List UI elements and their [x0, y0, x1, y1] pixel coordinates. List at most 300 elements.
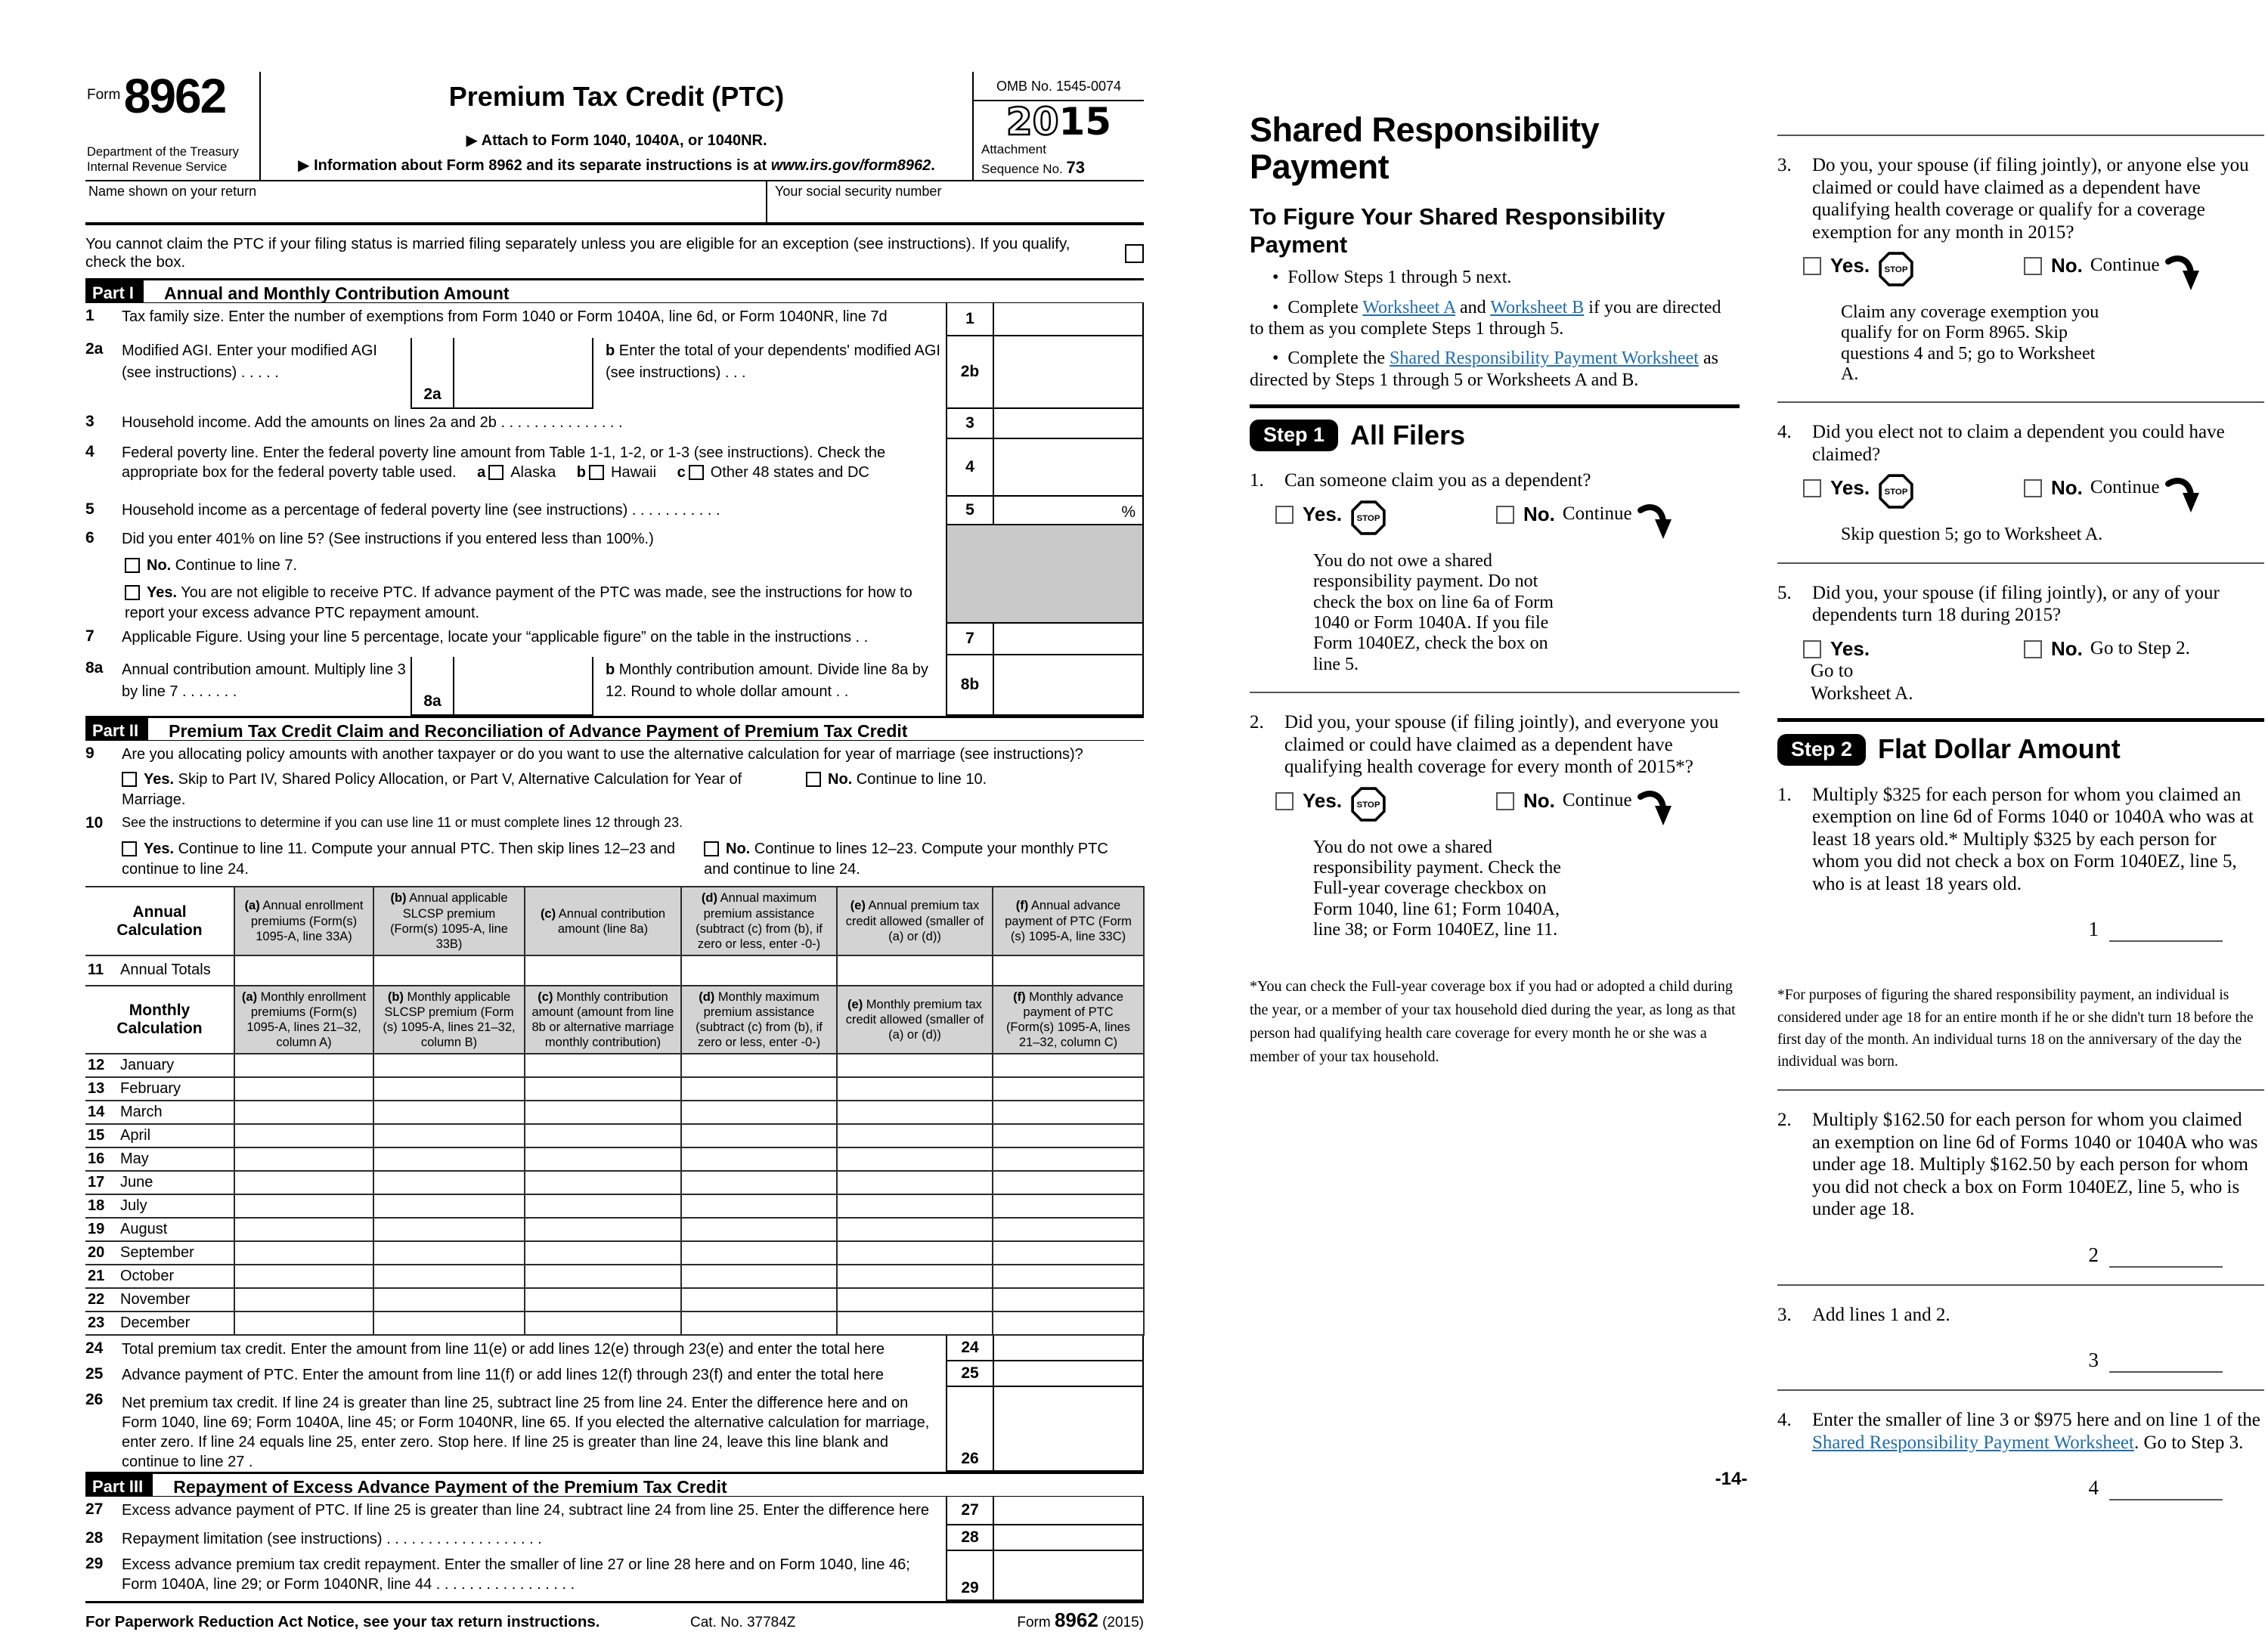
- month-label-cell: [85, 1194, 234, 1218]
- table-row-june: [85, 1171, 1144, 1194]
- yes-label: Yes.: [1303, 788, 1343, 812]
- month-cell[interactable]: [373, 1288, 525, 1311]
- q3-no-checkbox[interactable]: [2024, 257, 2042, 275]
- worksheet-b-link[interactable]: Worksheet B: [1490, 297, 1585, 317]
- col-tag: (f): [1013, 989, 1026, 1004]
- col-tag: (b): [390, 891, 407, 906]
- line2b-letter: b: [606, 342, 615, 359]
- month-cell[interactable]: [681, 1265, 837, 1288]
- line9-no-label: No.: [828, 771, 853, 788]
- month-cell[interactable]: [993, 1194, 1144, 1218]
- month-cell[interactable]: [234, 1171, 373, 1194]
- line1-amount-box[interactable]: [993, 303, 1144, 336]
- month-cell[interactable]: [373, 1101, 525, 1124]
- month-cell[interactable]: [525, 1218, 681, 1241]
- form-line-10: [85, 810, 1144, 880]
- annual-cell-f[interactable]: [993, 955, 1144, 986]
- line8b-amount-box[interactable]: [993, 655, 1144, 716]
- line2b-text: Enter the total of your dependents' modified AGI (see instructions) . . .: [606, 342, 940, 381]
- monthly-col-d-header: [681, 986, 837, 1054]
- month-cell[interactable]: [234, 1194, 373, 1218]
- divider: [1777, 135, 2264, 136]
- month-cell[interactable]: [681, 1171, 837, 1194]
- title-line2: Payment: [1250, 147, 1390, 186]
- ssn-input[interactable]: [775, 200, 1136, 218]
- line29-amount-box[interactable]: [993, 1551, 1144, 1601]
- entry-number: 1: [2088, 918, 2099, 941]
- q5-no-checkbox[interactable]: [2024, 640, 2042, 658]
- month-cell[interactable]: [837, 1101, 993, 1124]
- annual-col-f-header: [993, 887, 1144, 955]
- line5-amount-box[interactable]: [993, 497, 1144, 525]
- hawaii-checkbox[interactable]: [589, 465, 604, 480]
- form-line-1: [85, 303, 1144, 336]
- month-cell[interactable]: [993, 1101, 1144, 1124]
- month-cell[interactable]: [525, 1171, 681, 1194]
- question-2: [1250, 711, 1740, 779]
- q3-yes-option: [1803, 254, 1997, 293]
- item-number: 2.: [1777, 1110, 1792, 1131]
- line4-box-label: 4: [946, 439, 993, 497]
- q2-yes-note: You do not owe a shared responsibility payment. Check the Full-year coverage checkbox on Form 1040, line 61; Form 1040A, line 38; or Form 1040EZ, line 11.: [1313, 837, 1561, 940]
- annual-col-d-header: [681, 887, 837, 955]
- month-cell[interactable]: [234, 1218, 373, 1241]
- line10-no-checkbox[interactable]: [704, 841, 719, 856]
- month-cell[interactable]: [837, 1288, 993, 1311]
- line6-yes-text: You are not eligible to receive PTC. If advance payment of the PTC was made, see the instructions for how to report your excess advance PTC repayment amount.: [125, 584, 912, 621]
- col-tag: (a): [241, 989, 258, 1004]
- month-cell[interactable]: [993, 1171, 1144, 1194]
- form-line-5: [85, 497, 1144, 525]
- month-cell[interactable]: [993, 1241, 1144, 1265]
- step2-item-3: [1777, 1304, 2264, 1327]
- dept-line2: Internal Revenue Service: [87, 160, 228, 175]
- line8b-letter: b: [606, 661, 615, 678]
- month-cell[interactable]: [837, 1124, 993, 1147]
- footer-form-year: (2015): [1098, 1615, 1144, 1631]
- line6-no-label: No.: [147, 557, 172, 574]
- line6-yes-option: [125, 583, 937, 624]
- line11-label: Annual Totals: [120, 962, 211, 979]
- month-cell[interactable]: [373, 1147, 525, 1171]
- department-lines: [87, 145, 239, 175]
- month-cell[interactable]: [837, 1265, 993, 1288]
- row-number: 17: [88, 1174, 105, 1191]
- footer-form-id: [940, 1609, 1144, 1632]
- line1-box-label: 1: [946, 303, 993, 336]
- col-text: Annual premium tax credit allowed (smaller of (a) or (d)): [845, 899, 984, 943]
- sequence-label: Sequence No.: [981, 162, 1067, 177]
- entry-line[interactable]: [2109, 1350, 2223, 1373]
- question-4: [1777, 421, 2264, 466]
- continue-label: Continue: [1562, 503, 1632, 524]
- entry-line[interactable]: [2109, 919, 2223, 942]
- month-name: April: [120, 1127, 151, 1144]
- line8a-text: Annual contribution amount. Multiply line 3 by line 7 . . . . . . .: [122, 661, 406, 700]
- step1-heading: All Filers: [1350, 419, 1466, 451]
- month-cell[interactable]: [373, 1241, 525, 1265]
- step1-badge: Step 1: [1250, 420, 1338, 451]
- month-cell[interactable]: [993, 1265, 1144, 1288]
- q2-no-checkbox[interactable]: [1496, 792, 1514, 810]
- question-3: [1777, 154, 2264, 243]
- form-line-4: [85, 439, 1144, 497]
- q5-yes-option: [1803, 637, 1997, 705]
- part1-title: Annual and Monthly Contribution Amount: [164, 283, 510, 303]
- monthly-col-c-header: [525, 986, 681, 1054]
- line10-yes-checkbox[interactable]: [122, 841, 137, 856]
- month-cell[interactable]: [837, 1194, 993, 1218]
- line6-yes-checkbox[interactable]: [125, 585, 140, 600]
- paperwork-notice: For Paperwork Reduction Act Notice, see your tax return instructions.: [85, 1613, 600, 1631]
- yes-label: Yes.: [1303, 502, 1343, 525]
- name-input[interactable]: [88, 200, 763, 218]
- line6-shaded-area: [946, 525, 1144, 624]
- line27-number: 27: [85, 1500, 104, 1519]
- item-text: Add lines 1 and 2.: [1812, 1304, 1950, 1325]
- month-label-cell: [85, 1218, 234, 1241]
- month-cell[interactable]: [681, 1241, 837, 1265]
- month-cell[interactable]: [234, 1101, 373, 1124]
- line4-a-letter: a: [477, 464, 486, 481]
- line8a-entry-box: [411, 657, 593, 716]
- question-number: 5.: [1777, 582, 1792, 603]
- q5-no-option: [2024, 637, 2264, 705]
- divider: [1777, 1284, 2264, 1286]
- attachment-label: Attachment: [981, 142, 1046, 156]
- stop-icon: [1349, 500, 1388, 536]
- month-cell[interactable]: [525, 1241, 681, 1265]
- question-number: 2.: [1250, 712, 1264, 733]
- month-cell[interactable]: [681, 1288, 837, 1311]
- bullet-icon: •: [1272, 268, 1279, 288]
- q2-yes-checkbox[interactable]: [1275, 792, 1294, 810]
- month-cell[interactable]: [837, 1171, 993, 1194]
- line6-text-block: [122, 525, 946, 624]
- line6-no-checkbox[interactable]: [125, 558, 140, 573]
- month-cell[interactable]: [681, 1194, 837, 1218]
- continue-arrow-icon: [2166, 476, 2199, 516]
- q1-yes-note: You do not owe a shared responsibility payment. Do not check the box on line 6a of Form 1040 or Form 1040A. If you file Form 1040EZ, check the box on line 5.: [1313, 550, 1554, 674]
- line2b-amount-box[interactable]: [993, 336, 1144, 409]
- line26-amount-box[interactable]: [993, 1387, 1144, 1472]
- annual-cell-d[interactable]: [681, 955, 837, 986]
- line9-options: [122, 770, 1135, 810]
- monthly-col-f-header: [993, 986, 1144, 1054]
- line28-number: 28: [85, 1529, 104, 1547]
- q1-no-option: [1496, 503, 1740, 542]
- month-label-cell: [85, 1171, 234, 1194]
- q4-yes-option: [1803, 476, 1997, 516]
- form-line-9: [85, 741, 1144, 810]
- q4-yes-note: Skip question 5; go to Worksheet A.: [1841, 525, 2103, 545]
- stop-icon: [1876, 251, 1916, 287]
- line29-text: Excess advance premium tax credit repayment. Enter the smaller of line 27 or line 28 here and on Form 1040, line 46; Form 1040A, line 29; or Form 1040NR, line 44 . . . . . . . . . . . . . . . . .: [122, 1556, 910, 1593]
- yes-label: Yes.: [1830, 254, 1870, 277]
- form-line-27: [85, 1497, 1144, 1525]
- no-label: No.: [2051, 254, 2083, 277]
- ssn-label: Your social security number: [775, 184, 942, 199]
- instructions-right-column: [1777, 112, 2264, 1500]
- annual-col-b-header: [373, 887, 525, 955]
- month-cell[interactable]: [681, 1101, 837, 1124]
- month-name: May: [120, 1150, 149, 1168]
- line1-text: Tax family size. Enter the number of exemptions from Form 1040 or Form 1040A, line 6d, or Form 1040NR, line 7d: [122, 308, 888, 325]
- line2b-box-label: 2b: [946, 336, 993, 409]
- line3-amount-box[interactable]: [993, 409, 1144, 439]
- divider: [1777, 1389, 2264, 1391]
- month-cell[interactable]: [525, 1124, 681, 1147]
- month-cell[interactable]: [234, 1147, 373, 1171]
- annual-cell-a[interactable]: [234, 955, 373, 986]
- month-cell[interactable]: [681, 1054, 837, 1077]
- line8a-amount-box[interactable]: [454, 657, 592, 714]
- month-cell[interactable]: [373, 1077, 525, 1101]
- attach-line: ▶ Attach to Form 1040, 1040A, or 1040NR.: [466, 132, 767, 149]
- line5-box-label: 5: [946, 497, 993, 525]
- line2b-text-block: [593, 336, 946, 409]
- q5-no-action: Go to Step 2.: [2090, 637, 2190, 658]
- divider: [1777, 718, 2264, 722]
- table-row-august: [85, 1218, 1144, 1241]
- month-cell[interactable]: [837, 1218, 993, 1241]
- month-cell[interactable]: [837, 1241, 993, 1265]
- line2a-text: Modified AGI. Enter your modified AGI (see instructions) . . . . .: [122, 342, 377, 381]
- bullet3-post: as directed by Steps 1 through 5 or Worksheets A and B.: [1250, 348, 1718, 390]
- row-number: 16: [88, 1150, 105, 1168]
- month-cell[interactable]: [525, 1311, 681, 1335]
- annual-totals-row: [85, 955, 1144, 986]
- month-cell[interactable]: [525, 1288, 681, 1311]
- annual-cell-c[interactable]: [525, 955, 681, 986]
- line4-text-block: [122, 439, 946, 497]
- month-cell[interactable]: [234, 1124, 373, 1147]
- omb-block: [972, 72, 1144, 180]
- divider: [1777, 1089, 2264, 1091]
- q5-yes-action: Go to Worksheet A.: [1811, 661, 1913, 704]
- col-tag: (c): [538, 989, 553, 1004]
- no-label: No.: [2051, 636, 2083, 660]
- line2a-entry-box: [411, 338, 593, 409]
- dept-line1: Department of the Treasury: [87, 145, 239, 159]
- month-cell[interactable]: [373, 1124, 525, 1147]
- month-cell[interactable]: [234, 1311, 373, 1335]
- line10-no-label: No.: [726, 841, 751, 858]
- month-name: July: [120, 1197, 147, 1215]
- month-cell[interactable]: [837, 1311, 993, 1335]
- col-text: Annual enrollment premiums (Form(s) 1095-A, line 33A): [250, 899, 364, 943]
- month-cell[interactable]: [525, 1054, 681, 1077]
- row-number: 19: [88, 1221, 105, 1238]
- month-cell[interactable]: [837, 1147, 993, 1171]
- q3-yes-checkbox[interactable]: [1803, 257, 1821, 275]
- table-row-april: [85, 1124, 1144, 1147]
- month-cell[interactable]: [837, 1054, 993, 1077]
- table-row-july: [85, 1194, 1144, 1218]
- ssn-field[interactable]: [766, 181, 1144, 222]
- bullet3-pre: Complete the: [1287, 348, 1390, 369]
- month-cell[interactable]: [234, 1077, 373, 1101]
- col-text: Annual contribution amount (line 8a): [556, 906, 666, 936]
- month-cell[interactable]: [373, 1194, 525, 1218]
- month-cell[interactable]: [993, 1124, 1144, 1147]
- continue-arrow-icon: [1638, 503, 1672, 542]
- month-cell[interactable]: [993, 1054, 1144, 1077]
- month-cell[interactable]: [681, 1218, 837, 1241]
- name-field[interactable]: [85, 181, 766, 222]
- line27-box-label: 27: [946, 1497, 993, 1525]
- month-cell[interactable]: [993, 1077, 1144, 1101]
- question-5: [1777, 582, 2264, 627]
- month-cell[interactable]: [234, 1241, 373, 1265]
- line4-options: [460, 464, 869, 481]
- line9-no-option: [806, 770, 1135, 810]
- month-cell[interactable]: [525, 1147, 681, 1171]
- item-number: 4.: [1777, 1410, 1792, 1431]
- step2-item-2: [1777, 1109, 2264, 1221]
- line2a-amount-box[interactable]: [454, 338, 592, 407]
- col-text: Monthly maximum premium assistance (subtract (c) from (b), if zero or less, enter -0-): [696, 989, 823, 1050]
- question-text: Did you, your spouse (if filing jointly), and everyone you claimed or could have claimed as a dependent have qualifying health coverage for every month of 2015*?: [1284, 712, 1719, 778]
- line4-amount-box[interactable]: [993, 439, 1144, 497]
- q4-yes-checkbox[interactable]: [1803, 479, 1821, 497]
- msf-exception-checkbox[interactable]: [1125, 244, 1144, 263]
- omb-number: OMB No. 1545-0074: [974, 72, 1144, 101]
- col-tag: (e): [847, 997, 863, 1011]
- line7-amount-box[interactable]: [993, 624, 1144, 655]
- line8b-text: Monthly contribution amount. Divide line 8a by 12. Round to whole dollar amount . .: [606, 661, 928, 700]
- month-cell[interactable]: [373, 1171, 525, 1194]
- worksheet-a-link[interactable]: Worksheet A: [1362, 297, 1456, 317]
- line10-yes-text: Continue to line 11. Compute your annual PTC. Then skip lines 12–23 and continue to line 24.: [122, 841, 676, 878]
- line8a-box-label: 8a: [412, 657, 454, 714]
- line27-amount-box[interactable]: [993, 1497, 1144, 1525]
- row-number: 14: [88, 1104, 105, 1121]
- q1-yes-checkbox[interactable]: [1275, 506, 1294, 524]
- continue-label: Continue: [1562, 789, 1632, 810]
- month-cell[interactable]: [234, 1288, 373, 1311]
- line9-number: 9: [85, 745, 94, 762]
- bullet-icon: •: [1272, 348, 1279, 369]
- annual-cell-e[interactable]: [837, 955, 993, 986]
- month-cell[interactable]: [681, 1147, 837, 1171]
- title-line1: Shared Responsibility: [1250, 110, 1600, 149]
- annual-calculation-label: Annual Calculation: [85, 887, 234, 955]
- item-number: 1.: [1777, 784, 1792, 805]
- annual-cell-b[interactable]: [373, 955, 525, 986]
- month-cell[interactable]: [373, 1311, 525, 1335]
- line28-amount-box[interactable]: [993, 1525, 1144, 1551]
- srp-worksheet-link[interactable]: Shared Responsibility Payment Worksheet: [1390, 348, 1699, 369]
- month-cell[interactable]: [525, 1194, 681, 1218]
- line10-no-option: [704, 839, 1135, 880]
- annual-col-a-header: [234, 887, 373, 955]
- bullet2-post: if you are directed to them as you complete Steps 1 through 5.: [1250, 297, 1721, 339]
- table-row-september: [85, 1241, 1144, 1265]
- month-cell[interactable]: [837, 1077, 993, 1101]
- continue-arrow-icon: [2166, 254, 2199, 293]
- line3-number: 3: [85, 413, 94, 430]
- month-cell[interactable]: [681, 1077, 837, 1101]
- question-number: 1.: [1250, 470, 1264, 491]
- q4-no-checkbox[interactable]: [2024, 479, 2042, 497]
- svg-text:STOP: STOP: [1884, 265, 1908, 275]
- month-cell[interactable]: [993, 1288, 1144, 1311]
- section-subtitle: [1250, 203, 1740, 259]
- line8b-text-block: [593, 655, 946, 716]
- line24-text: Total premium tax credit. Enter the amount from line 11(e) or add lines 12(e) through 23(e) and enter the total here: [122, 1341, 885, 1358]
- month-cell[interactable]: [234, 1265, 373, 1288]
- form-8962-page: [85, 69, 1144, 1632]
- q5-yes-checkbox[interactable]: [1803, 640, 1821, 658]
- line6-yes-label: Yes.: [147, 584, 178, 601]
- info-dot: .: [931, 157, 935, 174]
- month-cell[interactable]: [373, 1265, 525, 1288]
- hawaii-label: Hawaii: [611, 464, 657, 481]
- line8-split: [122, 655, 946, 716]
- line9-yes-option: [122, 770, 806, 810]
- item-text: [1812, 1409, 2264, 1454]
- line24-box-label: 24: [946, 1336, 993, 1361]
- subtitle-line2: Payment: [1250, 231, 1348, 258]
- line3-box-label: 3: [946, 409, 993, 439]
- col-text: Monthly enrollment premiums (Form(s) 1095-A, lines 21–32, column A): [246, 989, 367, 1050]
- footer-form-number: 8962: [1054, 1609, 1098, 1632]
- form-line-28: [85, 1525, 1144, 1551]
- line9-yes-checkbox[interactable]: [122, 772, 137, 787]
- entry-number: 4: [2088, 1476, 2099, 1500]
- month-name: March: [120, 1104, 163, 1121]
- month-cell[interactable]: [525, 1265, 681, 1288]
- month-cell[interactable]: [373, 1218, 525, 1241]
- month-cell[interactable]: [373, 1054, 525, 1077]
- line25-amount-box[interactable]: [993, 1361, 1144, 1387]
- step2-item-4: [1777, 1409, 2264, 1454]
- stop-icon: [1349, 786, 1388, 822]
- line2a-box-label: 2a: [412, 338, 454, 407]
- row-number: 18: [88, 1197, 105, 1215]
- month-cell[interactable]: [234, 1054, 373, 1077]
- row-number: 22: [88, 1291, 105, 1308]
- tax-year: [974, 100, 1144, 144]
- month-cell[interactable]: [993, 1311, 1144, 1335]
- page-title: [1250, 112, 1740, 185]
- line9-no-checkbox[interactable]: [806, 772, 821, 787]
- month-name: November: [120, 1291, 191, 1308]
- line5-number: 5: [85, 500, 94, 518]
- month-cell[interactable]: [525, 1077, 681, 1101]
- month-cell[interactable]: [525, 1101, 681, 1124]
- step2-heading-row: [1777, 733, 2264, 765]
- month-name: September: [120, 1244, 194, 1262]
- q1-no-checkbox[interactable]: [1496, 506, 1514, 524]
- col-tag: (c): [540, 906, 556, 921]
- srp-worksheet-link[interactable]: Shared Responsibility Payment Worksheet: [1812, 1432, 2134, 1453]
- line24-amount-box[interactable]: [993, 1336, 1144, 1361]
- entry-line[interactable]: [2109, 1245, 2223, 1268]
- line6-no-text: Continue to line 7.: [171, 557, 297, 574]
- month-cell[interactable]: [681, 1124, 837, 1147]
- month-cell[interactable]: [681, 1311, 837, 1335]
- question-text: Can someone claim you as a dependent?: [1284, 470, 1591, 491]
- q4-no-option: [2024, 476, 2264, 516]
- month-label-cell: [85, 1101, 234, 1124]
- month-cell[interactable]: [993, 1147, 1144, 1171]
- month-cell[interactable]: [993, 1218, 1144, 1241]
- line6-no-option: [125, 556, 937, 576]
- alaska-checkbox[interactable]: [488, 465, 503, 480]
- other-states-checkbox[interactable]: [689, 465, 704, 480]
